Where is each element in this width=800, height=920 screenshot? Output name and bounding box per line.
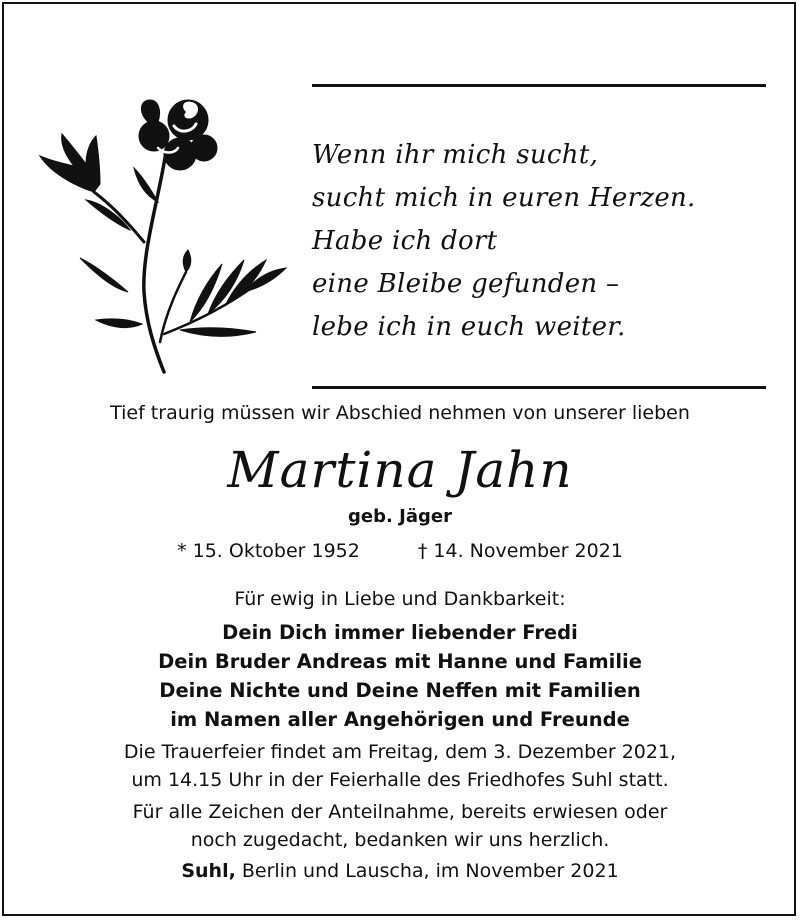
thanks-line: noch zugedacht, bedanken wir uns herzlich. xyxy=(190,829,610,851)
mourner-line: im Namen aller Angehörigen und Freunde xyxy=(170,708,630,731)
funeral-info xyxy=(0,738,800,794)
place-rest: Berlin und Lauscha, im November 2021 xyxy=(235,860,619,882)
poem-line: eine Bleibe gefunden – xyxy=(312,269,620,299)
poem-line: lebe ich in euch weiter. xyxy=(312,312,626,342)
life-dates xyxy=(0,540,800,562)
poem-line: Habe ich dort xyxy=(312,226,498,256)
top-divider xyxy=(312,84,766,87)
birth-date: * 15. Oktober 1952 xyxy=(177,540,360,562)
mourner-line: Dein Dich immer liebender Fredi xyxy=(222,621,578,644)
mourners-intro: Für ewig in Liebe und Dankbarkeit: xyxy=(234,588,566,610)
poem-line: Wenn ihr mich sucht, xyxy=(312,140,599,170)
farewell-intro: Tief traurig müssen wir Abschied nehmen von unserer lieben xyxy=(110,402,690,424)
thanks-line: Für alle Zeichen der Anteilnahme, bereits erwiesen oder xyxy=(132,801,668,823)
funeral-line: Die Trauerfeier findet am Freitag, dem 3. Dezember 2021, xyxy=(123,741,677,763)
maiden-name: geb. Jäger xyxy=(348,506,452,527)
poem xyxy=(312,134,782,349)
poem-line: sucht mich in euren Herzen. xyxy=(312,183,696,213)
thanks-note xyxy=(0,798,800,854)
funeral-line: um 14.15 Uhr in der Feierhalle des Friedhofes Suhl statt. xyxy=(131,769,669,791)
mourner-line: Dein Bruder Andreas mit Hanne und Familie xyxy=(158,650,642,673)
rose-flower-icon xyxy=(30,92,290,382)
mourner-line: Deine Nichte und Deine Neffen mit Familien xyxy=(159,679,641,702)
mourners-list xyxy=(0,618,800,734)
bottom-divider xyxy=(312,386,766,389)
deceased-name: Martina Jahn xyxy=(227,441,573,499)
death-date: † 14. November 2021 xyxy=(417,540,623,562)
place-date xyxy=(0,860,800,882)
place-bold: Suhl, xyxy=(181,860,236,882)
